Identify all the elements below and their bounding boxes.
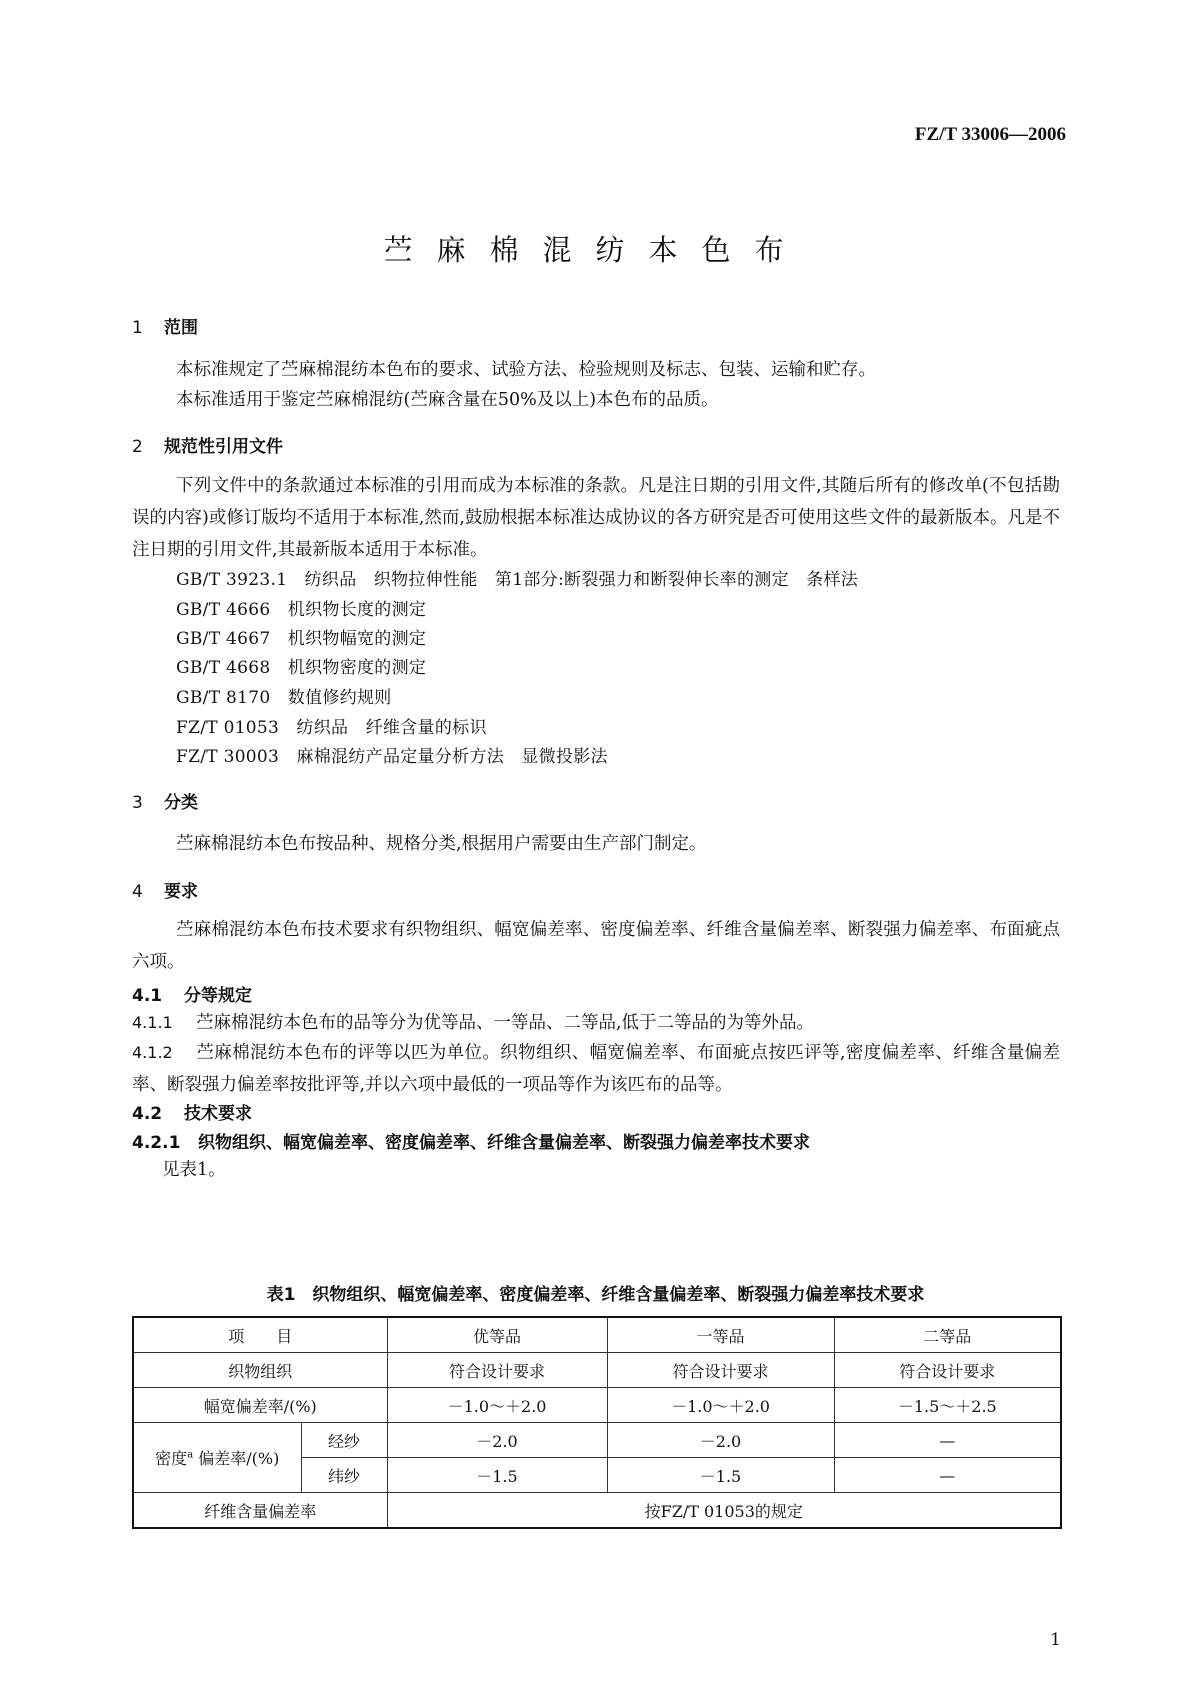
clause-number: 4.1.1 [132,1013,173,1032]
table-cell: 符合设计要求 [387,1353,607,1388]
paragraph: 见表1。 [162,1160,226,1180]
subsection-number: 4.2 [132,1104,163,1124]
header-cell: 一等品 [607,1317,834,1353]
table-row [133,1423,1061,1458]
section-title: 范围 [164,318,198,338]
header-cell: 优等品 [387,1317,607,1353]
paragraph: 本标准规定了苎麻棉混纺本色布的要求、试验方法、检验规则及标志、包装、运输和贮存。 [176,360,876,380]
table-cell: －1.0～＋2.0 [387,1388,607,1423]
page-number: 1 [1050,1630,1061,1650]
density-label: 密度 [155,1449,188,1468]
section-number: 1 [132,318,143,338]
sub-row-label: 纬纱 [301,1458,387,1493]
section-heading-1 [132,313,198,338]
row-label-density [133,1423,301,1493]
subsection-number: 4.2.1 [132,1133,181,1153]
subsection-heading-4-2 [132,1099,252,1124]
table-cell: 按FZ/T 01053的规定 [387,1493,1061,1529]
section-number: 2 [132,437,143,457]
section-heading-2 [132,432,283,457]
sub-row-label: 经纱 [301,1423,387,1458]
subsection-title: 织物组织、幅宽偏差率、密度偏差率、纤维含量偏差率、断裂强力偏差率技术要求 [198,1133,810,1153]
paragraph: 下列文件中的条款通过本标准的引用而成为本标准的条款。凡是注日期的引用文件,其随后所有的修改单(不包括勘误的内容)或修订版均不适用于本标准,然而,鼓励根据本标准达成协议的各方研究是否可使用这些文件的最新版本。凡是不注日期的引用文件,其最新版本适用于本标准。 [132,476,1060,560]
clause-4-1-2 [132,1037,1060,1101]
reference-item: FZ/T 01053 纺织品 纤维含量的标识 [176,718,487,738]
table-cell: 符合设计要求 [607,1353,834,1388]
section-heading-3 [132,788,198,813]
table-cell: — [834,1458,1061,1493]
subsection-heading-4-2-1 [132,1128,810,1153]
row-label: 纤维含量偏差率 [133,1493,387,1529]
paragraph: 苎麻棉混纺本色布按品种、规格分类,根据用户需要由生产部门制定。 [176,834,707,854]
reference-item: GB/T 4666 机织物长度的测定 [176,600,427,620]
section-heading-4 [132,877,198,902]
table-cell: －1.0～＋2.0 [607,1388,834,1423]
page-title: 苎麻棉混纺本色布 [383,233,808,267]
paragraph: 本标准适用于鉴定苎麻棉混纺(苎麻含量在50%及以上)本色布的品质。 [176,390,719,410]
clause-text: 苎麻棉混纺本色布的品等分为优等品、一等品、二等品,低于二等品的为等外品。 [196,1013,815,1033]
requirements-table [132,1316,1062,1529]
footnote-marker: a [187,1449,194,1461]
section-title: 分类 [164,793,198,813]
section-number: 4 [132,882,143,902]
table-caption: 表1 织物组织、幅宽偏差率、密度偏差率、纤维含量偏差率、断裂强力偏差率技术要求 [266,1285,925,1305]
table-cell: －2.0 [387,1423,607,1458]
subsection-title: 技术要求 [184,1104,252,1124]
table-cell: －1.5～＋2.5 [834,1388,1061,1423]
clause-4-1-1 [132,1007,1060,1039]
table-row [133,1388,1061,1423]
reference-item: GB/T 4668 机织物密度的测定 [176,658,427,678]
row-label: 幅宽偏差率/(%) [133,1388,387,1423]
subsection-heading-4-1 [132,981,252,1006]
reference-item: GB/T 8170 数值修约规则 [176,688,392,708]
density-label-suffix: 偏差率/(%) [193,1449,280,1468]
row-label: 织物组织 [133,1353,387,1388]
subsection-title: 分等规定 [184,986,252,1006]
table-header-row [133,1317,1061,1353]
section-title: 要求 [164,882,198,902]
reference-item: GB/T 4667 机织物幅宽的测定 [176,629,427,649]
header-cell: 项 目 [133,1317,387,1353]
section-number: 3 [132,793,143,813]
clause-number: 4.1.2 [132,1043,173,1062]
table-cell: 符合设计要求 [834,1353,1061,1388]
paragraph: 苎麻棉混纺本色布技术要求有织物组织、幅宽偏差率、密度偏差率、纤维含量偏差率、断裂强力偏差率、布面疵点六项。 [132,920,1060,972]
table-cell: — [834,1423,1061,1458]
reference-item: GB/T 3923.1 纺织品 织物拉伸性能 第1部分:断裂强力和断裂伸长率的测定 条样法 [176,570,859,590]
section-title: 规范性引用文件 [164,437,283,457]
subsection-number: 4.1 [132,986,163,1006]
table-row [133,1353,1061,1388]
clause-text: 苎麻棉混纺本色布的评等以匹为单位。织物组织、幅宽偏差率、布面疵点按匹评等,密度偏差率、纤维含量偏差率、断裂强力偏差率按批评等,并以六项中最低的一项品等作为该匹布的品等。 [132,1043,1060,1095]
table-row [133,1493,1061,1529]
reference-item: FZ/T 30003 麻棉混纺产品定量分析方法 显微投影法 [176,747,608,767]
document-code: FZ/T 33006—2006 [914,124,1066,145]
table-cell: －1.5 [387,1458,607,1493]
table-cell: －2.0 [607,1423,834,1458]
header-cell: 二等品 [834,1317,1061,1353]
table-cell: －1.5 [607,1458,834,1493]
